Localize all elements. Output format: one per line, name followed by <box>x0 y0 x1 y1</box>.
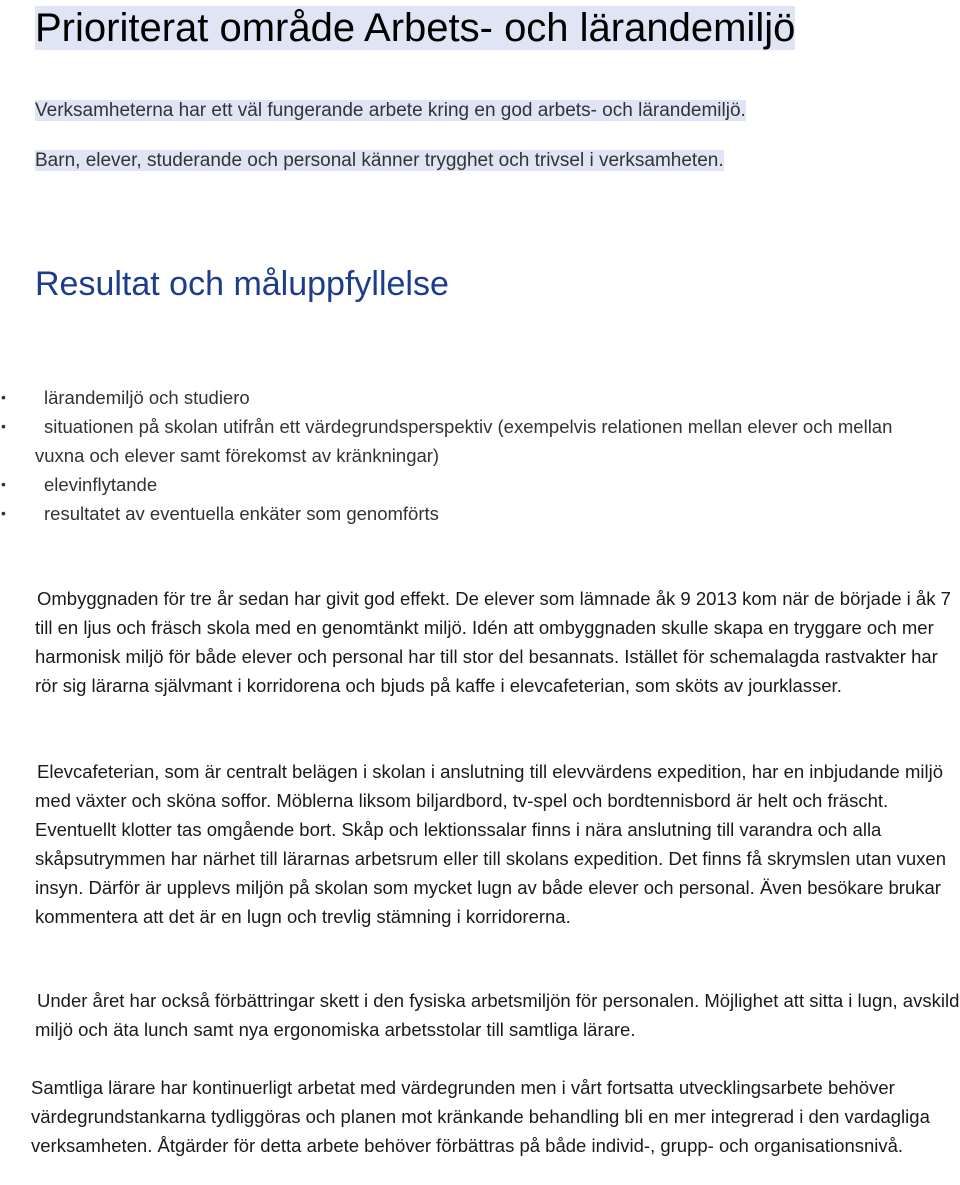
page-title <box>35 4 795 52</box>
body-paragraph <box>31 1073 960 1160</box>
bullet-text: elevinflytande <box>44 474 158 495</box>
body-paragraph-text: Samtliga lärare har kontinuerligt arbetat med värdegrunden men i vårt fortsatta utvecklingsarbete behöver värdegrundstankarna tydliggöras och planen mot kränkande behandling bli en mer integrerad i den vardagliga verksamheten. Åtgärder för detta arbete behöver förbättras på både individ-, grupp- och organisationsnivå. <box>31 1077 930 1156</box>
body-paragraph <box>35 986 960 1044</box>
bullet-item <box>0 499 940 528</box>
body-paragraph-text: Elevcafeterian, som är centralt belägen i skolan i anslutning till elevvärdens expedition, har en inbjudande miljö med växter och sköna soffor. Möblerna liksom biljardbord, tv-spel och bordtennisbord är helt och fräscht. Eventuellt klotter tas omgående bort. Skåp och lektionssalar finns i nära anslutning till varandra och alla skåpsutrymmen har närhet till lärarnas arbetsrum eller till skolans expedition. Det finns få skrymslen utan vuxen insyn. Därför är upplevs miljön på skolan som mycket lugn av både elever och personal. Även besökare brukar kommentera att det är en lugn och trevlig stämning i korridorerna. <box>35 761 947 927</box>
bullet-dot: • <box>1 418 6 434</box>
body-paragraph-text: Under året har också förbättringar skett i den fysiska arbetsmiljön för personalen. Möjlighet att sitta i lugn, avskild miljö och äta lunch samt nya ergonomiska arbetsstolar till samtliga lärare. <box>35 990 960 1040</box>
bullet-dot: • <box>1 476 6 492</box>
bullet-item <box>0 412 940 470</box>
page-title-text: Prioriterat område Arbets- och lärandemiljö <box>35 6 796 50</box>
body-paragraph <box>35 584 960 700</box>
intro-line <box>35 149 724 173</box>
intro-line <box>35 99 746 123</box>
bullet-dot: • <box>1 389 6 405</box>
bullet-item <box>0 470 940 499</box>
bullet-text: resultatet av eventuella enkäter som genomförts <box>44 503 439 524</box>
bullet-text: lärandemiljö och studiero <box>44 387 250 408</box>
bullet-list <box>0 383 940 528</box>
bullet-item <box>0 383 940 412</box>
body-paragraph <box>35 757 960 931</box>
intro-line-text: Verksamheterna har ett väl fungerande arbete kring en god arbets- och lärandemiljö. <box>35 100 746 121</box>
bullet-text: situationen på skolan utifrån ett värdegrundsperspektiv (exempelvis relationen mellan elever och mellan vuxna och elever samt förekomst av kränkningar) <box>35 416 893 466</box>
section-heading: Resultat och måluppfyllelse <box>35 265 449 303</box>
bullet-dot: • <box>1 505 6 521</box>
intro-line-text: Barn, elever, studerande och personal känner trygghet och trivsel i verksamheten. <box>35 150 724 171</box>
body-paragraph-text: Ombyggnaden för tre år sedan har givit god effekt. De elever som lämnade åk 9 2013 kom när de började i åk 7 till en ljus och fräsch skola med en genomtänkt miljö. Idén att ombyggnaden skulle skapa en tryggare och mer harmonisk miljö för både elever och personal har till stor del besannats. Istället för schemalagda rastvakter har rör sig lärarna självmant i korridorena och bjuds på kaffe i elevcafeterian, som sköts av jourklasser. <box>35 588 951 696</box>
